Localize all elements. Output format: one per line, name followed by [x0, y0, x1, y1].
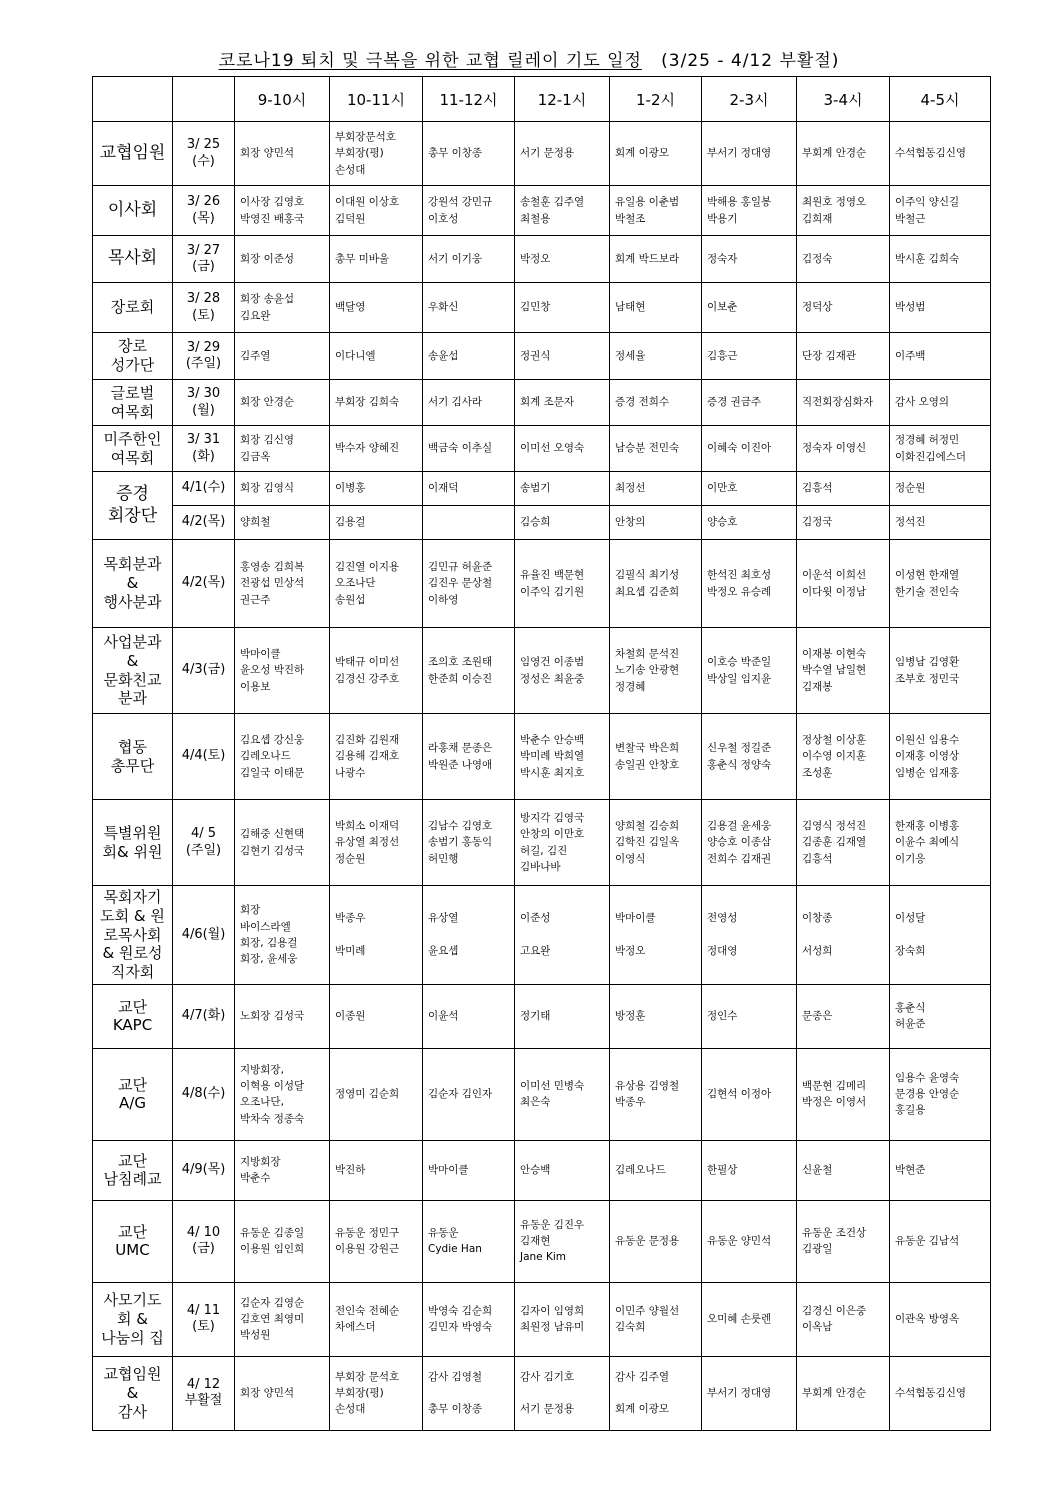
name-cell: 박수자 양혜진	[330, 426, 423, 472]
name-cell: 김순자 김영순 김호연 최영미 박성원	[235, 1282, 330, 1356]
name-cell: 임용수 윤영숙 문경용 안영순 홍길용	[890, 1048, 991, 1140]
name-cell: 부회장 문석호 부회장(평) 손성대	[330, 1356, 423, 1430]
table-row	[93, 1282, 991, 1356]
name-cell: 서기 문정용	[515, 122, 610, 186]
table-row	[93, 628, 991, 714]
date-cell: 4/2(목)	[173, 540, 235, 628]
name-cell: 김자이 임영희 최원정 남유미	[515, 1282, 610, 1356]
name-cell: 김진열 이지용 오조나단 송원섭	[330, 540, 423, 628]
name-cell: 안승백	[515, 1140, 610, 1200]
name-cell: 증경 전희수	[610, 380, 702, 426]
name-cell: 회장 이준성	[235, 236, 330, 283]
name-cell: 김현석 이정아	[702, 1048, 797, 1140]
name-cell: 이보춘	[702, 283, 797, 333]
name-cell: 김남수 김영호 송범기 홍동익 허민행	[423, 800, 515, 886]
name-cell: 정영미 김순희	[330, 1048, 423, 1140]
name-cell: 직전회장심화자	[797, 380, 890, 426]
name-cell: 총무 이창종	[423, 122, 515, 186]
name-cell: 차철희 문석진 노기송 안광현 정경혜	[610, 628, 702, 714]
name-cell: 회장 바이스라엘 회장, 김용걸 회장, 윤세웅	[235, 886, 330, 985]
name-cell: 신우철 정길준 홍춘식 정양숙	[702, 714, 797, 800]
name-cell: 정권식	[515, 333, 610, 380]
group-cell: 협동 총무단	[93, 714, 173, 800]
name-cell: 김영식 정석진 김종훈 김재열 김흥석	[797, 800, 890, 886]
group-cell: 교협임원	[93, 122, 173, 186]
header-cell	[93, 77, 173, 122]
name-cell: 이병홍	[330, 472, 423, 506]
name-cell: 증경 권금주	[702, 380, 797, 426]
table-row	[93, 472, 991, 506]
name-cell: 박희소 이재덕 유상열 최정선 정순원	[330, 800, 423, 886]
group-cell: 교단 A/G	[93, 1048, 173, 1140]
name-cell: 박진하	[330, 1140, 423, 1200]
name-cell: 지방회장, 이혁용 이성달 오조나단, 박차숙 정종숙	[235, 1048, 330, 1140]
name-cell: 라홍채 문종은 박원준 나영애	[423, 714, 515, 800]
name-cell: 회장 송윤섭 김요완	[235, 283, 330, 333]
name-cell: 이만호	[702, 472, 797, 506]
date-cell: 3/ 29 (주일)	[173, 333, 235, 380]
name-cell: 부회장 김희숙	[330, 380, 423, 426]
table-row	[93, 1048, 991, 1140]
date-cell: 4/1(수)	[173, 472, 235, 506]
name-cell: 박태규 이미선 김경신 강주호	[330, 628, 423, 714]
name-cell: 최원호 정영오 김희재	[797, 186, 890, 236]
page-title	[0, 46, 1058, 71]
date-cell: 3/ 30 (월)	[173, 380, 235, 426]
name-cell: 전영성 정대영	[702, 886, 797, 985]
name-cell: 홍춘식 허윤준	[890, 984, 991, 1048]
name-cell: 김주열	[235, 333, 330, 380]
name-cell: 감사 오영의	[890, 380, 991, 426]
name-cell: 유동운 김진우 김재현 Jane Kim	[515, 1200, 610, 1282]
name-cell: 감사 김주열 회계 이광모	[610, 1356, 702, 1430]
name-cell: 김민창	[515, 283, 610, 333]
name-cell: 송철훈 김주열 최철용	[515, 186, 610, 236]
name-cell: 회장 양민석	[235, 1356, 330, 1430]
name-cell: 방지각 김영국 안창의 이만호 허길, 김진 김바나바	[515, 800, 610, 886]
name-cell: 남승분 전민숙	[610, 426, 702, 472]
table-row	[93, 984, 991, 1048]
name-cell: 회장 김신영 김금옥	[235, 426, 330, 472]
name-cell: 수석협동김신영	[890, 122, 991, 186]
name-cell: 이민주 양월선 김숙희	[610, 1282, 702, 1356]
date-cell: 4/9(목)	[173, 1140, 235, 1200]
header-cell: 1-2시	[610, 77, 702, 122]
name-cell: 남태현	[610, 283, 702, 333]
name-cell: 정순원	[890, 472, 991, 506]
name-cell: 박정오	[515, 236, 610, 283]
header-cell	[173, 77, 235, 122]
name-cell: 회장 김영식	[235, 472, 330, 506]
group-cell: 장로 성가단	[93, 333, 173, 380]
date-cell: 3/ 25 (수)	[173, 122, 235, 186]
schedule-body-c	[93, 540, 991, 1431]
name-cell: 이준성 고요완	[515, 886, 610, 985]
name-cell: 이주백	[890, 333, 991, 380]
group-cell: 특별위원 회& 위원	[93, 800, 173, 886]
name-cell: 이재덕	[423, 472, 515, 506]
header-cell: 12-1시	[515, 77, 610, 122]
name-cell: 박마이클	[423, 1140, 515, 1200]
name-cell: 홍영송 김희복 전광섭 민상석 권근주	[235, 540, 330, 628]
name-cell: 강원석 강민규 이호성	[423, 186, 515, 236]
name-cell: 박성범	[890, 283, 991, 333]
group-cell: 사업분과 & 문화친교 분과	[93, 628, 173, 714]
name-cell: 이미선 오영숙	[515, 426, 610, 472]
group-cell: 장로회	[93, 283, 173, 333]
name-cell: 박시훈 김희숙	[890, 236, 991, 283]
name-cell: 이창종 서성희	[797, 886, 890, 985]
name-cell: 박춘수 안승백 박미례 박희열 박시훈 최지호	[515, 714, 610, 800]
name-cell: 양승호	[702, 506, 797, 540]
name-cell: 김정숙	[797, 236, 890, 283]
name-cell: 정세율	[610, 333, 702, 380]
name-cell: 방정훈	[610, 984, 702, 1048]
name-cell: 신윤철	[797, 1140, 890, 1200]
table-row	[93, 380, 991, 426]
name-cell: 김민규 허윤준 김진우 문상철 이하영	[423, 540, 515, 628]
name-cell: 안창의	[610, 506, 702, 540]
name-cell: 유일용 이춘범 박철조	[610, 186, 702, 236]
name-cell: 서기 이기웅	[423, 236, 515, 283]
name-cell	[423, 506, 515, 540]
table-row	[93, 714, 991, 800]
group-cell: 목사회	[93, 236, 173, 283]
name-cell: 유동운 김남석	[890, 1200, 991, 1282]
name-cell: 이호승 박준일 박상일 임지윤	[702, 628, 797, 714]
name-cell: 백문현 김메리 박정은 이영서	[797, 1048, 890, 1140]
schedule-table	[92, 76, 991, 1431]
name-cell: 수석협동김신영	[890, 1356, 991, 1430]
table-row	[93, 886, 991, 985]
name-cell: 정숙자	[702, 236, 797, 283]
group-cell: 글로벌 여목회	[93, 380, 173, 426]
name-cell: 정인수	[702, 984, 797, 1048]
table-row	[93, 333, 991, 380]
table-row	[93, 426, 991, 472]
date-cell: 4/7(화)	[173, 984, 235, 1048]
table-row	[93, 540, 991, 628]
date-cell: 4/6(월)	[173, 886, 235, 985]
name-cell: 유동운 조건상 김광일	[797, 1200, 890, 1282]
name-cell: 임영건 이종범 정성은 최윤중	[515, 628, 610, 714]
header-cell: 10-11시	[330, 77, 423, 122]
name-cell: 백금숙 이추실	[423, 426, 515, 472]
group-cell: 목회분과 & 행사분과	[93, 540, 173, 628]
name-cell: 이원신 임용수 이재홍 이영상 임병순 임재홍	[890, 714, 991, 800]
name-cell: 이미선 민병숙 최은숙	[515, 1048, 610, 1140]
name-cell: 한석진 최호성 박정오 유승례	[702, 540, 797, 628]
name-cell: 부회장문석호 부회장(평) 손성대	[330, 122, 423, 186]
name-cell: 이대원 이상호 김덕원	[330, 186, 423, 236]
name-cell: 김순자 김인자	[423, 1048, 515, 1140]
name-cell: 백달영	[330, 283, 423, 333]
date-cell: 3/ 31 (화)	[173, 426, 235, 472]
date-cell: 4/ 10 (금)	[173, 1200, 235, 1282]
name-cell: 유율진 백문현 이주익 김기원	[515, 540, 610, 628]
name-cell: 오미혜 손룻렌	[702, 1282, 797, 1356]
name-cell: 양희철	[235, 506, 330, 540]
date-cell: 3/ 27 (금)	[173, 236, 235, 283]
date-cell: 4/ 11 (토)	[173, 1282, 235, 1356]
name-cell: 총무 미바울	[330, 236, 423, 283]
name-cell: 정석진	[890, 506, 991, 540]
header-cell: 3-4시	[797, 77, 890, 122]
group-cell: 이사회	[93, 186, 173, 236]
name-cell: 부서기 정대영	[702, 122, 797, 186]
name-cell: 정숙자 이영신	[797, 426, 890, 472]
group-cell: 사모기도 회 & 나눔의 집	[93, 1282, 173, 1356]
date-cell: 4/8(수)	[173, 1048, 235, 1140]
header-cell: 2-3시	[702, 77, 797, 122]
name-cell: 정기태	[515, 984, 610, 1048]
header-cell: 9-10시	[235, 77, 330, 122]
name-cell: 지방회장 박춘수	[235, 1140, 330, 1200]
name-cell: 김정국	[797, 506, 890, 540]
table-row	[93, 122, 991, 186]
name-cell: 양희철 김승희 김학진 김일옥 이영식	[610, 800, 702, 886]
name-cell: 김해중 신현택 김현기 김성국	[235, 800, 330, 886]
name-cell: 김필식 최기성 최요셉 김준희	[610, 540, 702, 628]
name-cell: 부회계 안경순	[797, 122, 890, 186]
date-cell: 3/ 28 (토)	[173, 283, 235, 333]
name-cell: 송범기	[515, 472, 610, 506]
title-sub: (3/25 - 4/12 부활절)	[661, 51, 840, 71]
date-cell: 4/3(금)	[173, 628, 235, 714]
name-cell: 박해용 홍일봉 박용기	[702, 186, 797, 236]
name-cell: 김흥석	[797, 472, 890, 506]
name-cell: 한필상	[702, 1140, 797, 1200]
name-cell: 회계 조문자	[515, 380, 610, 426]
name-cell: 이재봉 이현숙 박수열 남일현 김재봉	[797, 628, 890, 714]
name-cell: 문종은	[797, 984, 890, 1048]
header-row	[93, 77, 991, 122]
name-cell: 박종우 박미례	[330, 886, 423, 985]
name-cell: 이주익 양신길 박철근	[890, 186, 991, 236]
name-cell: 우화신	[423, 283, 515, 333]
name-cell: 최정선	[610, 472, 702, 506]
name-cell: 김요셉 강신웅 김레오나드 김일국 이태문	[235, 714, 330, 800]
name-cell: 유동운 김종일 이용원 임인희	[235, 1200, 330, 1282]
name-cell: 임병남 김영환 조부호 정민국	[890, 628, 991, 714]
name-cell: 김흥근	[702, 333, 797, 380]
name-cell: 김진화 김원재 김용해 김재호 나광수	[330, 714, 423, 800]
schedule-body-a	[93, 122, 991, 472]
table-row	[93, 186, 991, 236]
name-cell: 회장 양민석	[235, 122, 330, 186]
name-cell: 유동운 양민석	[702, 1200, 797, 1282]
table-row	[93, 800, 991, 886]
name-cell: 박마이클 윤오성 박진하 이용보	[235, 628, 330, 714]
name-cell: 전인숙 전혜순 차에스더	[330, 1282, 423, 1356]
name-cell: 변찰국 박은희 송일권 안창호	[610, 714, 702, 800]
name-cell: 이윤석	[423, 984, 515, 1048]
name-cell: 유동운 문정용	[610, 1200, 702, 1282]
group-cell: 교단 남침례교	[93, 1140, 173, 1200]
name-cell: 김레오나드	[610, 1140, 702, 1200]
group-cell: 교단 UMC	[93, 1200, 173, 1282]
name-cell: 이혜숙 이진아	[702, 426, 797, 472]
name-cell: 이운석 이희선 이다윗 이정남	[797, 540, 890, 628]
name-cell: 이사장 김영호 박영진 배홍국	[235, 186, 330, 236]
name-cell: 이성달 장숙희	[890, 886, 991, 985]
name-cell: 정덕상	[797, 283, 890, 333]
table-row	[93, 506, 991, 540]
name-cell: 이관옥 방영옥	[890, 1282, 991, 1356]
name-cell: 이종원	[330, 984, 423, 1048]
header-cell: 4-5시	[890, 77, 991, 122]
name-cell: 단장 김재관	[797, 333, 890, 380]
name-cell: 유동운 Cydie Han	[423, 1200, 515, 1282]
name-cell: 조의호 조원태 한준희 이승진	[423, 628, 515, 714]
name-cell: 김승희	[515, 506, 610, 540]
name-cell: 유상열 윤요셉	[423, 886, 515, 985]
name-cell: 회계 박드보라	[610, 236, 702, 283]
name-cell: 한재홍 이병홍 이윤수 최예식 이기응	[890, 800, 991, 886]
name-cell: 송윤섭	[423, 333, 515, 380]
name-cell: 김용걸 윤세웅 양승호 이종삼 전희수 김재권	[702, 800, 797, 886]
date-cell: 4/4(토)	[173, 714, 235, 800]
table-row	[93, 283, 991, 333]
group-cell: 교단 KAPC	[93, 984, 173, 1048]
name-cell: 김용걸	[330, 506, 423, 540]
name-cell: 감사 김영철 총무 이창종	[423, 1356, 515, 1430]
name-cell: 박마이클 박정오	[610, 886, 702, 985]
date-cell: 4/ 5 (주일)	[173, 800, 235, 886]
name-cell: 이다니엘	[330, 333, 423, 380]
name-cell: 박현준	[890, 1140, 991, 1200]
name-cell: 부서기 정대영	[702, 1356, 797, 1430]
name-cell: 박영숙 김순희 김민자 박영숙	[423, 1282, 515, 1356]
name-cell: 감사 김기호 서기 문정용	[515, 1356, 610, 1430]
group-cell: 증경 회장단	[93, 472, 173, 540]
name-cell: 유동운 정민구 이용원 강원근	[330, 1200, 423, 1282]
date-cell: 3/ 26 (목)	[173, 186, 235, 236]
schedule-body-b	[93, 472, 991, 540]
name-cell: 부회계 안경순	[797, 1356, 890, 1430]
title-main: 코로나19 퇴치 및 극복을 위한 교협 릴레이 기도 일정	[218, 51, 642, 71]
table-row	[93, 1356, 991, 1430]
date-cell: 4/ 12 부활절	[173, 1356, 235, 1430]
name-cell: 정상철 이상훈 이수영 이지훈 조성훈	[797, 714, 890, 800]
group-cell: 미주한인 여목회	[93, 426, 173, 472]
table-row	[93, 1200, 991, 1282]
name-cell: 회계 이광모	[610, 122, 702, 186]
date-cell: 4/2(목)	[173, 506, 235, 540]
name-cell: 이성현 한재열 한기술 전인숙	[890, 540, 991, 628]
name-cell: 회장 안경순	[235, 380, 330, 426]
group-cell: 목회자기 도회 & 원 로목사회 & 원로성 직자회	[93, 886, 173, 985]
name-cell: 노회장 김성국	[235, 984, 330, 1048]
name-cell: 유상용 김영철 박종우	[610, 1048, 702, 1140]
group-cell: 교협임원 & 감사	[93, 1356, 173, 1430]
table-row	[93, 236, 991, 283]
name-cell: 정경혜 허정민 이화진김에스더	[890, 426, 991, 472]
table-row	[93, 1140, 991, 1200]
name-cell: 김경신 이은중 이옥남	[797, 1282, 890, 1356]
name-cell: 서기 김사라	[423, 380, 515, 426]
header-cell: 11-12시	[423, 77, 515, 122]
